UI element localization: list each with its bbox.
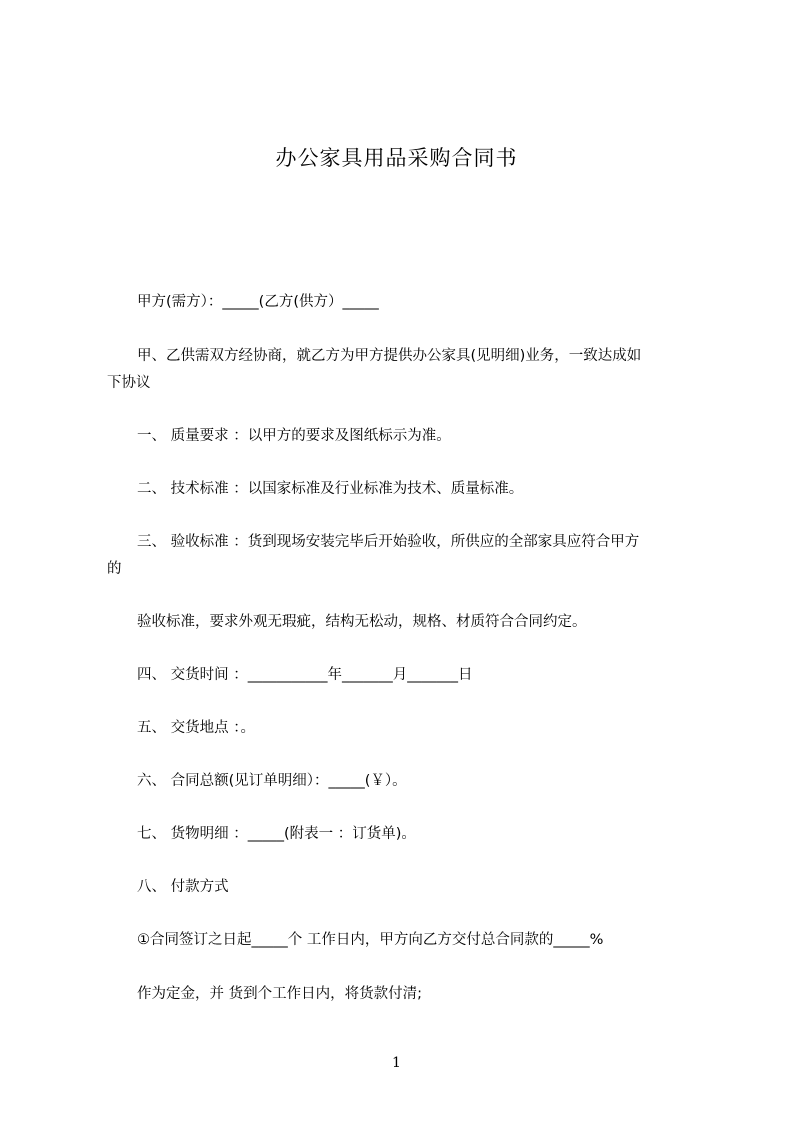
clause-payment-heading: 八、 付款方式 [137, 879, 229, 895]
preamble-line-1: 甲、乙供需双方经协商，就乙方为甲方提供办公家具(见明细)业务，一致达成如 [137, 348, 642, 364]
clause-acceptance-line-1: 三、 验收标准 ：货到现场安装完毕后开始验收，所供应的全部家具应符合甲方 [137, 534, 640, 550]
page-number: 1 [392, 1055, 401, 1071]
parties-line: 甲方(需方）：_____(乙方(供方）_____ [137, 294, 379, 310]
clause-delivery-place: 五、 交货地点 ：。 [137, 720, 255, 736]
clause-total-amount: 六、 合同总额(见订单明细）：_____(￥）。 [137, 773, 407, 789]
document-title: 办公家具用品采购合同书 [275, 146, 518, 170]
clause-delivery-time: 四、 交货时间 ：___________年_______月_______日 [137, 667, 473, 683]
clause-acceptance-line-2: 的 [107, 561, 122, 577]
clause-acceptance-line-3: 验收标准，要求外观无瑕疵，结构无松动，规格、材质符合合同约定。 [137, 614, 587, 630]
preamble-line-2: 下协议 [107, 375, 151, 391]
clause-goods-detail: 七、 货物明细 ：_____(附表一 ：订货单)。 [137, 826, 416, 842]
payment-term-1-cont: 作为定金，并 货到个工作日内，将货款付清; [137, 986, 422, 1002]
clause-quality: 一、 质量要求 ：以甲方的要求及图纸标示为准。 [137, 428, 451, 444]
clause-technical-standard: 二、 技术标准 ：以国家标准及行业标准为技术、质量标准。 [137, 481, 524, 497]
payment-term-1: ①合同签订之日起_____个 工作日内，甲方向乙方交付总合同款的_____% [137, 932, 604, 948]
